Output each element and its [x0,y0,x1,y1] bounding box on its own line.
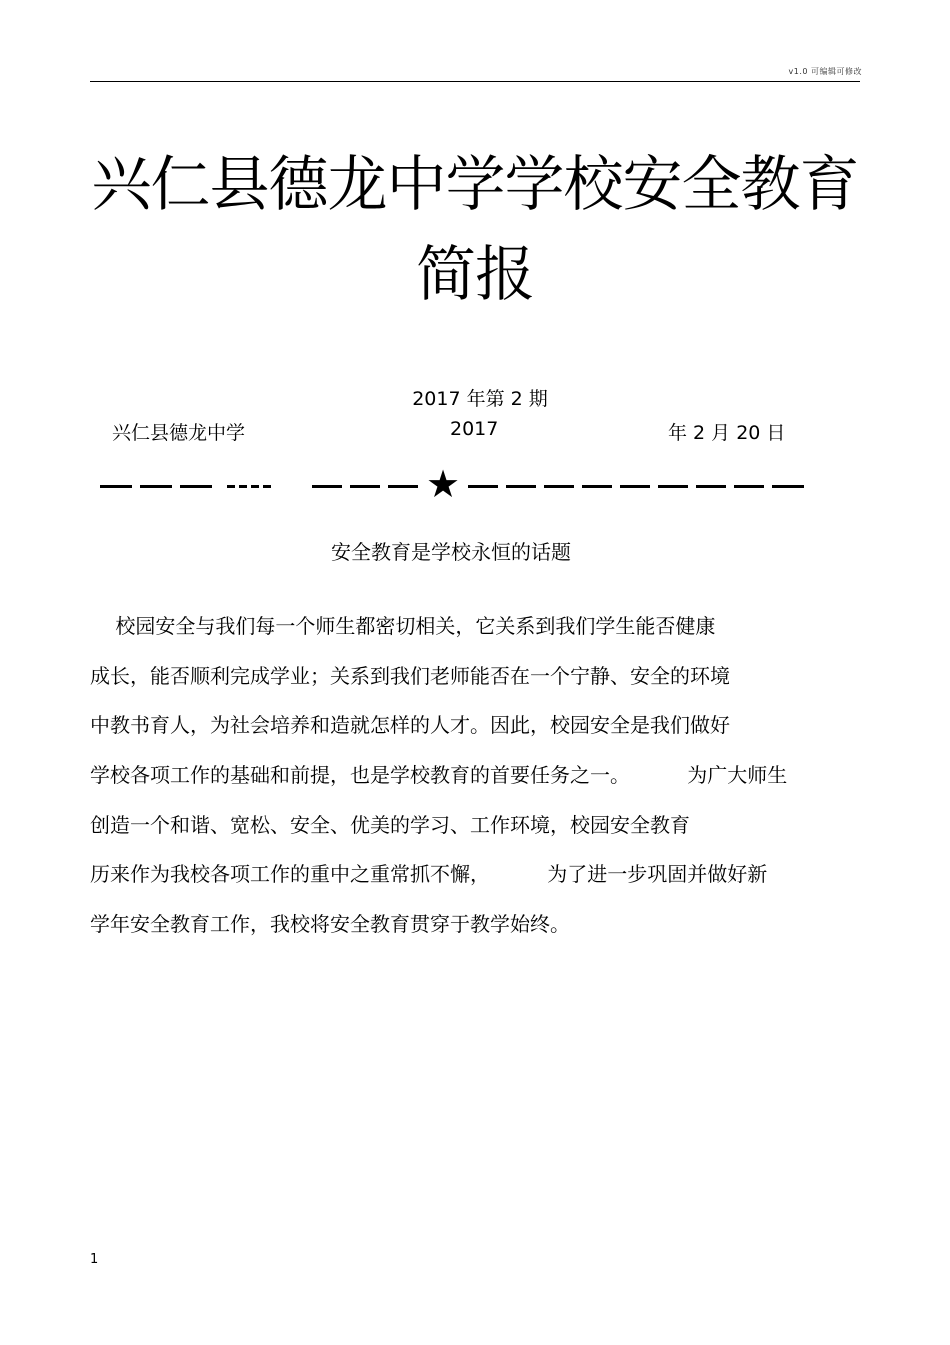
divider-dash [388,485,418,488]
divider-dash [734,485,764,488]
issue-number: 2017 年第 2 期 [412,388,548,410]
paragraph-line: 创造一个和谐、宽松、安全、优美的学习、工作环境，校园安全教育 [90,813,690,837]
star-icon: ★ [426,462,461,506]
divider-dash [180,485,212,488]
title-line-2: 简报 [416,240,534,310]
version-tag: v1.0 可编辑可修改 [788,67,862,76]
issue-school: 兴仁县德龙中学 [112,422,246,444]
divider-small-dash [239,485,247,488]
paragraph-line: 校园安全与我们每一个师生都密切相关，它关系到我们学生能否健康 [90,614,716,638]
paragraph-line: 历来作为我校各项工作的重中之重常抓不懈， 为了进一步巩固并做好新 [90,862,768,886]
paragraph-line: 中教书育人，为社会培养和造就怎样的人才。因此，校园安全是我们做好 [90,713,730,737]
divider-dash [350,485,380,488]
paragraph-line: 学年安全教育工作，我校将安全教育贯穿于教学始终。 [90,912,570,936]
divider-dash [140,485,172,488]
divider-small-dash [251,485,259,488]
issue-year: 2017 [450,418,499,440]
divider-dash [772,485,804,488]
issue-info-row [0,418,950,444]
divider-dash [658,485,688,488]
divider-dash [468,485,498,488]
paragraph-line: 成长，能否顺利完成学业；关系到我们老师能否在一个宁静、安全的环境 [90,664,730,688]
page-title [60,140,890,320]
divider-dash [506,485,536,488]
star-divider [100,462,810,506]
divider-dash [100,485,132,488]
title-line-1: 兴仁县德龙中学学校安全教育 [91,150,859,220]
header-rule [90,81,860,82]
divider-dash [696,485,726,488]
paragraph-line: 学校各项工作的基础和前提，也是学校教育的首要任务之一。 为广大师生 [90,763,788,787]
divider-dash [582,485,612,488]
issue-date: 年 2 月 20 日 [668,422,786,444]
page-number: 1 [90,1252,99,1267]
article-title: 安全教育是学校永恒的话题 [331,540,571,564]
divider-dash [620,485,650,488]
divider-dash [544,485,574,488]
divider-small-dash [263,485,271,488]
divider-small-dash [227,485,235,488]
divider-dash [312,485,342,488]
